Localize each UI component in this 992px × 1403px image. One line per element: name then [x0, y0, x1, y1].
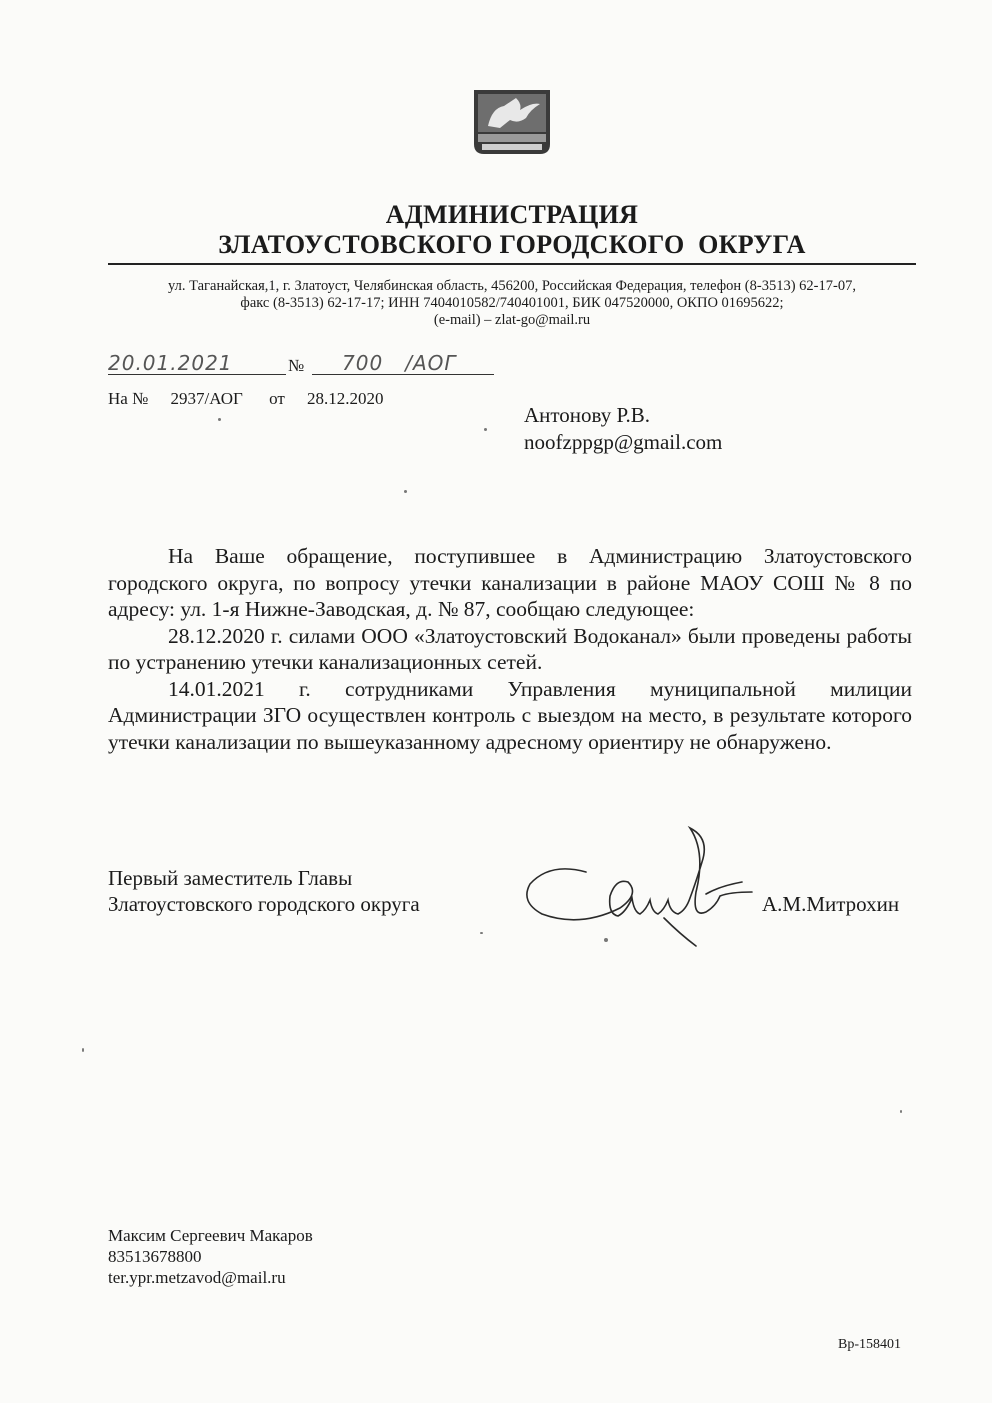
handwritten-signature	[520, 822, 760, 952]
address-line: факс (8-3513) 62-17-17; ИНН 7404010582/740401001, БИК 047520000, ОКПО 01695622;	[240, 295, 784, 311]
scan-speck	[900, 1110, 902, 1113]
ref-from: от	[269, 389, 285, 408]
organization-address	[100, 278, 924, 329]
header-divider	[108, 263, 916, 265]
ref-date: 28.12.2020	[307, 389, 384, 408]
coat-of-arms-emblem	[470, 88, 554, 158]
scan-speck	[604, 938, 608, 942]
recipient-name: Антонову Р.В.	[524, 403, 651, 427]
signer-name: А.М.Митрохин	[762, 892, 900, 916]
scan-speck	[484, 428, 487, 431]
recipient-email: noofzppgp@gmail.com	[524, 430, 723, 454]
address-line: ул. Таганайская,1, г. Златоуст, Челябинская область, 456200, Российская Федерация, телефон (8-3513) 62-17-07,	[168, 278, 856, 294]
outgoing-number: 700 /АОГ	[312, 352, 494, 375]
reference-line	[108, 389, 384, 409]
executor-phone: 83513678800	[108, 1247, 202, 1266]
signer-position-line: Первый заместитель Главы	[108, 866, 353, 890]
executor-email: ter.ypr.metzavod@mail.ru	[108, 1268, 286, 1287]
org-title-line1: АДМИНИСТРАЦИЯ	[385, 200, 639, 229]
signer-position-line: Златоустовского городского округа	[108, 892, 420, 916]
organization-title	[0, 200, 992, 260]
body-paragraph: 14.01.2021 г. сотрудниками Управления муниципальной милиции Администрации ЗГО осуществлен контроль с выездом на место, в результате которого утечки канализации по вышеуказанному адресному ориентиру не обнаружено.	[108, 676, 912, 754]
document-code: Вр-158401	[838, 1337, 901, 1352]
signer-position	[108, 865, 420, 917]
address-line: (e-mail) – zlat-go@mail.ru	[433, 312, 591, 328]
outgoing-date: 20.01.2021	[108, 352, 286, 375]
scan-speck	[404, 490, 407, 493]
executor-info	[108, 1225, 313, 1288]
executor-name: Максим Сергеевич Макаров	[108, 1226, 313, 1245]
recipient	[524, 402, 722, 456]
scan-speck	[480, 932, 483, 934]
ref-label: На №	[108, 389, 149, 408]
body-paragraph: На Ваше обращение, поступившее в Администрацию Златоустовского городского округа, по вопросу утечки канализации в районе МАОУ СОШ № 8 по адресу: ул. 1-я Нижне-Заводская, д. № 87, сообщаю следующее:	[108, 544, 912, 621]
scan-speck	[82, 1048, 84, 1052]
number-sign: №	[288, 356, 305, 375]
scan-speck	[218, 418, 221, 421]
org-title-line2: ЗЛАТОУСТОВСКОГО ГОРОДСКОГО ОКРУГА	[218, 230, 806, 259]
ref-number: 2937/АОГ	[170, 389, 243, 408]
body-paragraph: 28.12.2020 г. силами ООО «Златоустовский Водоканал» были проведены работы по устранению утечки канализационных сетей.	[108, 623, 912, 674]
letter-body	[108, 543, 912, 755]
